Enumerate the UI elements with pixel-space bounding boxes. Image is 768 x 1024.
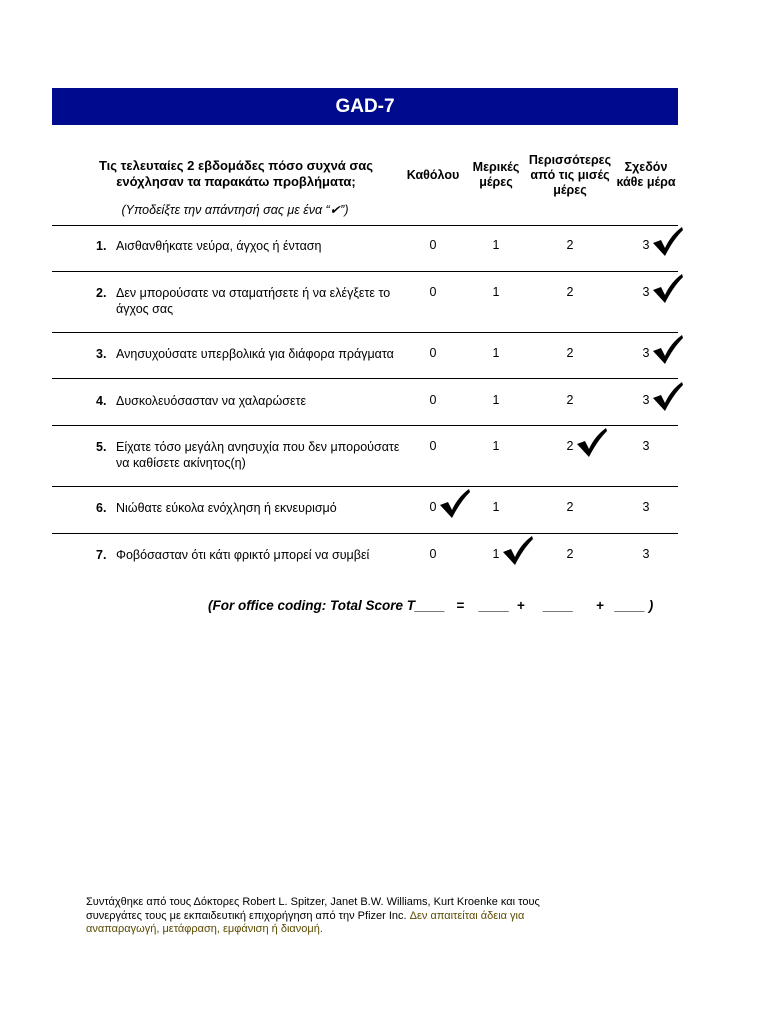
column-header-line: μέρες bbox=[479, 175, 513, 189]
question-3 bbox=[96, 346, 406, 362]
question-number: 4. bbox=[96, 394, 107, 408]
question-number: 2. bbox=[96, 286, 107, 300]
instruction: Τις τελευταίες 2 εβδομάδες πόσο συχνά σας ενόχλησαν τα παρακάτω προβλήματα; bbox=[98, 158, 374, 189]
column-header-line: κάθε μέρα bbox=[616, 175, 676, 189]
column-header-line: Σχεδόν bbox=[624, 160, 668, 174]
column-header-line: Μερικές bbox=[472, 160, 520, 174]
row-divider bbox=[52, 486, 678, 487]
row-divider bbox=[52, 271, 678, 272]
check-mark-icon bbox=[574, 427, 608, 459]
answer-option-3[interactable]: 3 bbox=[642, 346, 650, 360]
answer-option-2[interactable]: 2 bbox=[566, 238, 574, 252]
question-6 bbox=[96, 500, 406, 516]
answer-option-0[interactable]: 0 bbox=[429, 393, 437, 407]
answer-option-2[interactable]: 2 bbox=[566, 346, 574, 360]
footer-line-2b: Δεν απαιτείται άδεια για bbox=[409, 909, 525, 922]
column-header-1 bbox=[466, 160, 526, 190]
column-header-line: Καθόλου bbox=[406, 168, 460, 182]
question-text: Είχατε τόσο μεγάλη ανησυχία που δεν μπορούσατε να καθίσετε ακίνητος(η) bbox=[116, 440, 400, 470]
answer-option-0[interactable]: 0 bbox=[429, 285, 437, 299]
column-header-2 bbox=[525, 153, 615, 198]
question-7 bbox=[96, 547, 406, 563]
row-divider bbox=[52, 332, 678, 333]
question-2 bbox=[96, 285, 406, 317]
row-divider bbox=[52, 225, 678, 226]
answer-option-1[interactable]: 1 bbox=[492, 393, 500, 407]
office-coding: (For office coding: Total Score T____ = ____ + ____ + ____ ) bbox=[208, 598, 654, 613]
question-text: Αισθανθήκατε νεύρα, άγχος ή ένταση bbox=[116, 239, 322, 253]
question-1 bbox=[96, 238, 406, 254]
check-mark-icon bbox=[650, 381, 684, 413]
check-mark-icon bbox=[650, 334, 684, 366]
question-number: 1. bbox=[96, 239, 107, 253]
question-text: Δυσκολευόσασταν να χαλαρώσετε bbox=[116, 394, 307, 408]
answer-option-1[interactable]: 1 bbox=[492, 500, 500, 514]
answer-option-1[interactable]: 1 bbox=[492, 346, 500, 360]
question-text: Νιώθατε εύκολα ενόχληση ή εκνευρισμό bbox=[116, 501, 337, 515]
footer-line-2a: συνεργάτες τους με εκπαιδευτική επιχορήγηση από την Pfizer Inc. bbox=[86, 909, 410, 922]
check-mark-icon bbox=[437, 488, 471, 520]
answer-option-1[interactable]: 1 bbox=[492, 547, 500, 561]
instruction-note: (Υποδείξτε την απάντησή σας με ένα “✔”) bbox=[121, 203, 349, 217]
answer-option-0[interactable]: 0 bbox=[429, 439, 437, 453]
question-number: 7. bbox=[96, 548, 107, 562]
answer-option-1[interactable]: 1 bbox=[492, 439, 500, 453]
question-number: 3. bbox=[96, 347, 107, 361]
answer-option-3[interactable]: 3 bbox=[642, 439, 650, 453]
question-number: 6. bbox=[96, 501, 107, 515]
footer-line-3: αναπαραγωγή, μετάφραση, εμφάνιση ή διανομή. bbox=[86, 923, 323, 935]
answer-option-1[interactable]: 1 bbox=[492, 285, 500, 299]
title-bar bbox=[52, 88, 678, 125]
answer-option-0[interactable]: 0 bbox=[429, 547, 437, 561]
answer-option-3[interactable]: 3 bbox=[642, 547, 650, 561]
answer-option-2[interactable]: 2 bbox=[566, 547, 574, 561]
column-header-line: από τις μισές bbox=[530, 168, 610, 182]
answer-option-3[interactable]: 3 bbox=[642, 500, 650, 514]
check-mark-icon bbox=[650, 273, 684, 305]
row-divider bbox=[52, 378, 678, 379]
question-number: 5. bbox=[96, 440, 107, 454]
answer-option-3[interactable]: 3 bbox=[642, 285, 650, 299]
page-title: GAD-7 bbox=[335, 95, 395, 117]
answer-option-3[interactable]: 3 bbox=[642, 393, 650, 407]
question-5 bbox=[96, 439, 406, 471]
answer-option-0[interactable]: 0 bbox=[429, 346, 437, 360]
column-header-0 bbox=[398, 168, 468, 183]
answer-option-2[interactable]: 2 bbox=[566, 285, 574, 299]
answer-option-1[interactable]: 1 bbox=[492, 238, 500, 252]
column-header-line: μέρες bbox=[553, 183, 587, 197]
question-4 bbox=[96, 393, 406, 409]
question-text: Ανησυχούσατε υπερβολικά για διάφορα πράγματα bbox=[116, 347, 394, 361]
footer-line-1: Συντάχθηκε από τους Δόκτορες Robert L. Spitzer, Janet B.W. Williams, Kurt Kroenke και τους bbox=[86, 896, 540, 908]
question-text: Φοβόσασταν ότι κάτι φρικτό μπορεί να συμβεί bbox=[116, 548, 370, 562]
answer-option-0[interactable]: 0 bbox=[429, 500, 437, 514]
question-text: Δεν μπορούσατε να σταματήσετε ή να ελέγξετε το άγχος σας bbox=[116, 286, 391, 316]
column-header-3 bbox=[611, 160, 681, 190]
answer-option-2[interactable]: 2 bbox=[566, 500, 574, 514]
row-divider bbox=[52, 533, 678, 534]
footer-credit bbox=[86, 896, 566, 937]
answer-option-0[interactable]: 0 bbox=[429, 238, 437, 252]
column-header-line: Περισσότερες bbox=[528, 153, 612, 167]
answer-option-2[interactable]: 2 bbox=[566, 393, 574, 407]
check-mark-icon bbox=[650, 226, 684, 258]
answer-option-3[interactable]: 3 bbox=[642, 238, 650, 252]
row-divider bbox=[52, 425, 678, 426]
check-mark-icon bbox=[500, 535, 534, 567]
answer-option-2[interactable]: 2 bbox=[566, 439, 574, 453]
